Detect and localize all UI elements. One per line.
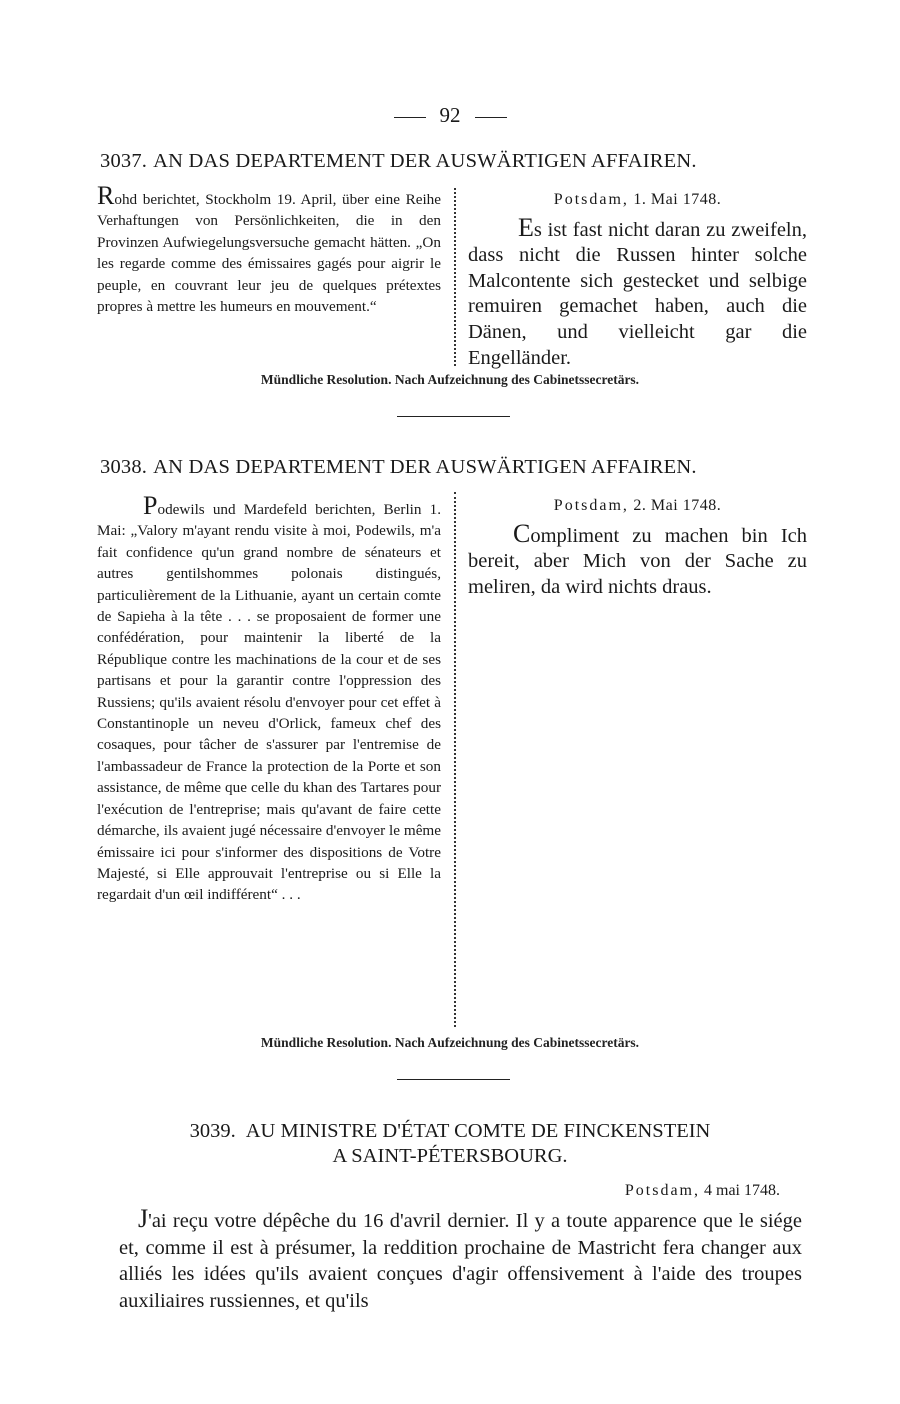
dropcap: E <box>518 212 534 242</box>
dropcap: P <box>143 491 158 520</box>
entry-title: AN DAS DEPARTEMENT DER AUSWÄRTIGEN AFFAIREN. <box>153 150 697 172</box>
dateline-place: Potsdam, <box>553 191 629 208</box>
report-text: odewils und Mardefeld berichten, Berlin 1. Mai: „Valory m'ayant rendu visite à moi, Podewils, m'a fait confidence qu'un grand nombre de sénateurs et autres gentilshommes polonais distingués, particulièrement de la Lithuanie, ayant un certain comte de Sapieha à la tête . . . se proposaient de former une confédération, pour maintenir la liberté de la République contre les machinations de la cour et de ses partisans et pour la garantir contre l'oppression des Russiens; qu'ils avaient résolu d'envoyer pour cet effet à Constantinople un neveu d'Orlick, fameux chef des cosaques, pour tâcher de s'assurer par l'entremise de l'ambassadeur de France la protection de la Porte et son assistance, de même que celle du khan des Tartares pour l'exécution de l'entreprise; mais qu'avant de faire cette démarche, ils avaient jugé nécessaire d'envoyer le même émissaire ici pour s'informer des dispositions de Votre Majesté, si Elle approuvait l'entreprise ou si Elle la regardait d'un œil indifférent“ . . . <box>97 501 441 904</box>
entry-title: AU MINISTRE D'ÉTAT COMTE DE FINCKENSTEIN <box>245 1120 711 1142</box>
resolution-text: s ist fast nicht daran zu zweifeln, dass nicht die Russen hinter solche Malcontente sich gestecket und selbige remuiren gemachet haben, auch die Dänen, und vielleicht gar die Engelländer. <box>468 218 807 369</box>
report-text: ohd berichtet, Stockholm 19. April, über eine Reihe Verhaftungen von Persönlichkeiten, die in den Provinzen Aufwiegelungsversuche gemacht hätten. „On les regarde comme des émissaires gagés pour aigrir le peuple, en couvrant leur jeu de quelques prétextes propres à mettre les humeurs en mouvement.“ <box>97 191 441 316</box>
letter-paragraph <box>119 1206 802 1314</box>
entry-3038-heading <box>100 456 806 479</box>
entry-3039-title-line1 <box>100 1119 800 1144</box>
entry-3039-dateline <box>560 1182 780 1200</box>
page-number-dash-left <box>394 117 426 118</box>
dropcap: C <box>513 518 531 548</box>
dropcap: R <box>97 181 115 210</box>
entry-number: 3039. <box>189 1120 236 1142</box>
entry-3037-note: Mündliche Resolution. Nach Aufzeichnung des Cabinetssecretärs. <box>260 372 640 387</box>
dateline <box>468 493 807 519</box>
resolution-paragraph <box>468 212 807 372</box>
page-number-text: 92 <box>439 103 461 127</box>
entry-3039-heading <box>100 1119 800 1169</box>
entry-3037-heading <box>100 150 806 173</box>
entry-3037-report <box>97 181 441 317</box>
entry-3038-note: Mündliche Resolution. Nach Aufzeichnung des Cabinetssecretärs. <box>260 1035 640 1050</box>
section-rule <box>397 1079 510 1080</box>
page-number-dash-right <box>475 117 507 118</box>
entry-3037-resolution <box>468 187 807 371</box>
dateline-place: Potsdam, <box>553 497 629 514</box>
dropcap: J <box>138 1204 149 1233</box>
resolution-text: ompliment zu machen bin Ich bereit, aber Mich von der Sache zu meliren, da wird nichts draus. <box>468 524 807 598</box>
entry-number: 3038. <box>100 456 148 478</box>
dateline <box>468 187 807 213</box>
dateline-date: 4 mai 1748. <box>704 1182 780 1199</box>
entry-3039-title-line2: A SAINT-PÉTERSBOURG. <box>332 1145 568 1167</box>
entry-3038-report <box>97 491 441 906</box>
report-paragraph <box>97 491 441 906</box>
entry-3039-body <box>119 1206 802 1314</box>
column-divider <box>454 492 456 1027</box>
dateline-date: 1. Mai 1748. <box>633 191 722 208</box>
column-divider <box>454 188 456 366</box>
dateline-place: Potsdam, <box>624 1182 700 1199</box>
section-rule <box>397 416 510 417</box>
resolution-paragraph <box>468 518 807 601</box>
entry-3038-resolution <box>468 493 807 600</box>
page-number <box>0 103 900 128</box>
entry-title: AN DAS DEPARTEMENT DER AUSWÄRTIGEN AFFAIREN. <box>153 456 697 478</box>
letter-text: 'ai reçu votre dépêche du 16 d'avril dernier. Il y a toute apparence que le siége et, comme il est à présumer, la reddition prochaine de Mastricht fera changer aux alliés les idées qu'ils avaient conçues d'agir offensivement à l'aide des troupes auxiliaires russiennes, et qu'ils <box>119 1210 802 1312</box>
dateline-date: 2. Mai 1748. <box>633 497 722 514</box>
entry-number: 3037. <box>100 150 148 172</box>
